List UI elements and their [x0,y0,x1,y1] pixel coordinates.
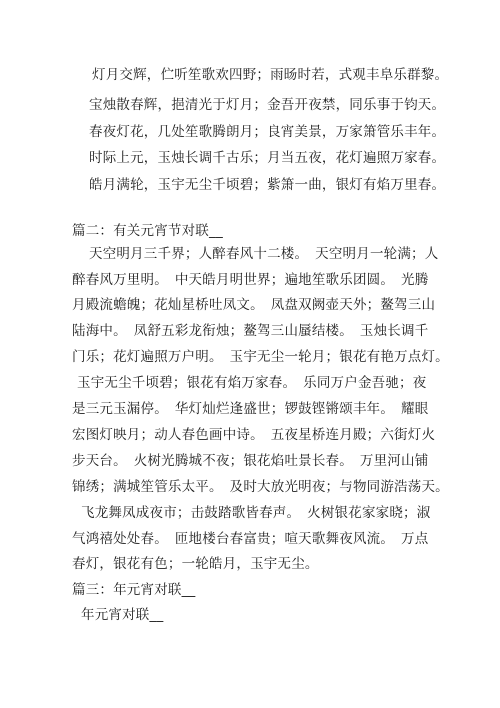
couplet-line: 皓月满轮，玉宇无尘千顷碧；紫箫一曲，银灯有焰万里春。 [89,177,446,193]
couplet-line: 春夜灯花，几处笙歌腾朗月；良宵美景，万家箫管乐丰年。 [89,124,446,140]
section-title: 篇二：有关元宵节对联__ [72,223,223,239]
paragraph-line: 陆海中。 凤舒五彩龙衔烛；鳌驾三山蜃结楼。 玉烛长调千 [72,323,429,339]
paragraph-line: 玉宇无尘千顷碧；银花有焰万家春。 乐同万户金吾驰；夜 [77,375,427,391]
paragraph-line: 醉春风万里明。 中天皓月明世界；遍地笙歌乐团圆。 光腾 [72,272,429,288]
paragraph-line: 门乐；花灯遍照万户明。 玉宇无尘一轮月；银花有艳万点灯。 [72,349,449,365]
couplet-line: 宝烛散春辉，挹清光于灯月；金吾开夜禁，同乐事于钧天。 [89,97,446,113]
paragraph-line: 春灯，银花有色；一轮皓月，玉宇无尘。 [72,556,319,572]
paragraph-line: 是三元玉漏停。 华灯灿烂逢盛世；锣鼓铿锵颂丰年。 耀眼 [72,401,429,417]
section-subtitle: 年元宵对联__ [81,607,164,623]
paragraph-line: 天空明月三千界；人醉春风十二楼。 天空明月一轮满；人 [89,246,439,262]
paragraph-line: 宏图灯映月；动人春色画中诗。 五夜星桥连月殿；六街灯火 [72,427,436,443]
couplet-line: 时际上元，玉烛长调千古乐；月当五夜，花灯遍照万家春。 [89,150,446,166]
paragraph-line: 步天台。 火树光腾城不夜；银花焰吐景长春。 万里河山铺 [72,453,429,469]
paragraph-line: 月殿流蟾魄；花灿星桥吐凤文。 凤盘双阙壶天外；鳌驾三山 [72,297,436,313]
paragraph-line: 气鸿禧处处春。 匝地楼台春富贵；喧天歌舞夜风流。 万点 [72,531,429,547]
paragraph-line: 飞龙舞凤成夜市；击鼓踏歌皆春声。 火树银花家家晓；淑 [81,505,431,521]
section-title: 篇三：年元宵对联__ [72,582,196,598]
couplet-line: 灯月交辉，伫听笙歌欢四野；雨旸时若，式观丰阜乐群黎。 [92,67,449,83]
paragraph-line: 锦绣；满城笙管乐太平。 及时大放光明夜；与物同游浩荡天。 [72,479,449,495]
